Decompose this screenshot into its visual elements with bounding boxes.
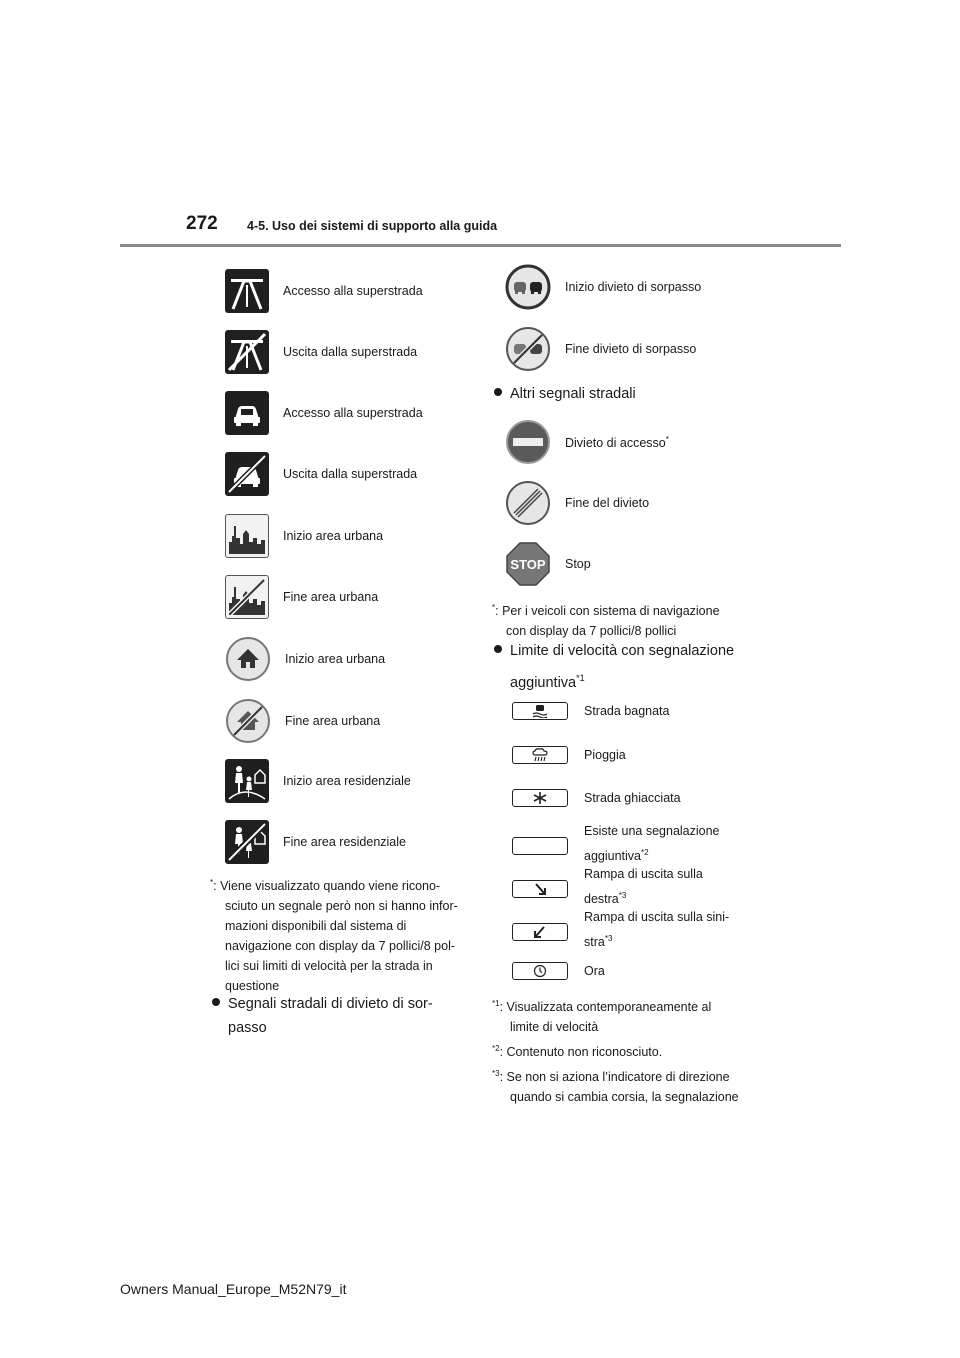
no-overtaking-heading [212,992,433,1040]
section-title: 4-5. Uso dei sistemi di supporto alla guida [247,219,498,233]
panel-label [584,863,703,910]
heading-line: aggiuntiva [510,674,577,691]
panel-label-line: Pioggia [584,748,626,762]
sign-row [225,759,411,803]
sign-label: Fine area urbana [285,714,381,728]
footnote-line: sciuto un segnale però non si hanno infor- [225,899,458,914]
expressway-start-icon [225,391,269,435]
panel-row [512,787,681,809]
panel-label-line: aggiuntiva [584,849,641,864]
sign-row [225,820,406,864]
footnote-mark: *2 [492,1044,500,1054]
panel-label [584,960,605,982]
footnote-mark: * [492,603,496,612]
sign-label: Accesso alla superstrada [283,284,423,298]
panel-row [512,700,670,722]
heading-sup: *1 [576,673,585,683]
heading-line: Limite di velocità con segnalazione [510,643,735,659]
footnote-line: navigazione con display da 7 pollici/8 pol- [225,939,456,954]
stop-text: STOP [510,557,546,572]
panel-row [512,820,720,867]
urban-area-house-start-icon [225,636,271,682]
bullet-icon [494,645,502,653]
footnote-line: questione [225,979,280,994]
sign-label: Fine del divieto [565,496,650,510]
bullet-icon [212,998,220,1006]
panel-row [512,960,605,982]
sign-label: Uscita dalla superstrada [283,467,418,481]
blank-panel-icon [512,837,568,855]
panel-label-sup: *2 [641,848,649,857]
panel-label-line: Strada ghiacciata [584,791,681,805]
other-footnote [492,598,762,641]
sign-row [225,330,417,374]
panel-label-sup: *3 [618,891,627,900]
panel-label [584,700,670,722]
arrow-down-right-icon [512,880,568,898]
no-overtaking-end-icon [505,326,551,372]
sign-row [225,452,417,496]
sign-label-text: Divieto di accesso [565,436,666,451]
footnote-line: quando si cambia corsia, la segnalazione [510,1090,739,1105]
footnote-line: : Se non si aziona l’indicatore di direzione [499,1070,730,1085]
sign-row [505,326,696,372]
sign-row [225,636,385,682]
expressway-end-icon [225,452,269,496]
no-overtaking-start-icon [505,264,551,310]
sign-label: Fine area urbana [283,590,379,604]
sign-label: Accesso alla superstrada [283,406,423,420]
footnote-mark: * [210,878,214,887]
heading-line: Altri segnali stradali [510,386,636,402]
bullet-icon [494,388,502,396]
sign-row [505,480,649,526]
panel-label-line: Rampa di uscita sulla sini- [584,910,730,924]
footnote-line: lici sui limiti di velocità per la strada in [225,959,433,974]
sign-row [505,264,701,310]
no-entry-icon [505,419,551,465]
footnote-line: : Contenuto non riconosciuto. [499,1045,663,1060]
footnote-mark: *1 [492,999,500,1008]
sign-row [225,575,378,619]
motorway-start-icon [225,269,269,313]
panel-label [584,906,729,953]
sign-label: Fine area residenziale [283,835,406,849]
footnote-line: mazioni disponibili dal sistema di [225,919,407,934]
speed-limit-heading [494,639,734,695]
footnote-line: : Per i veicoli con sistema di navigazione [495,604,720,619]
panel-label-line: Rampa di uscita sulla [584,867,703,881]
sign-label: Uscita dalla superstrada [283,345,418,359]
clock-icon [512,962,568,980]
arrow-down-left-icon [512,923,568,941]
panel-label [584,820,720,867]
sign-row [225,269,423,313]
panel-label [584,787,681,809]
sign-label: Inizio divieto di sorpasso [565,280,702,294]
sign-row [225,514,383,558]
panel-label-line: Strada bagnata [584,704,670,718]
footnote-line: : Viene visualizzato quando viene ricono- [213,879,441,894]
residential-area-start-icon [225,759,269,803]
page-number: 272 [186,213,218,234]
heading-line: Segnali stradali di divieto di sor- [228,996,433,1012]
footnote-line: con display da 7 pollici/8 pollici [506,624,677,639]
panel-label-sup: *3 [604,934,613,943]
residential-area-end-icon [225,820,269,864]
sign-row [505,419,669,465]
panel-label-line: stra [584,935,605,950]
panel-row [512,906,729,953]
speed-footnotes [492,994,762,1107]
sign-label: Inizio area urbana [283,529,384,543]
sign-row [505,541,591,587]
left-footnote [210,873,470,996]
rain-icon [512,746,568,764]
end-of-restriction-icon [505,480,551,526]
sign-label: Fine divieto di sorpasso [565,342,697,356]
panel-row [512,744,626,766]
snowflake-icon [512,789,568,807]
panel-row [512,863,703,910]
other-signs-heading [494,382,636,406]
panel-label-line: destra [584,892,619,907]
sign-label [565,430,669,453]
footnote-line: limite di velocità [510,1020,599,1035]
urban-area-end-icon [225,575,269,619]
sign-row [225,391,423,435]
sign-label: Stop [565,557,591,571]
footnote-mark: *3 [492,1069,500,1079]
heading-line: passo [228,1020,267,1036]
header-rule [120,244,841,247]
urban-area-house-end-icon [225,698,271,744]
panel-label-line: Ora [584,964,605,978]
wet-road-icon [512,702,568,720]
panel-label-line: Esiste una segnalazione [584,824,720,838]
sign-label: Inizio area urbana [285,652,386,666]
footnote-line: : Visualizzata contemporaneamente al [499,1000,712,1015]
motorway-end-icon [225,330,269,374]
panel-label [584,744,626,766]
stop-sign-icon [505,541,551,587]
sign-label: Inizio area residenziale [283,774,411,788]
sign-row [225,698,380,744]
footer-text: Owners Manual_Europe_M52N79_it [120,1281,347,1297]
urban-area-start-icon [225,514,269,558]
sign-label-sup: * [665,435,669,445]
